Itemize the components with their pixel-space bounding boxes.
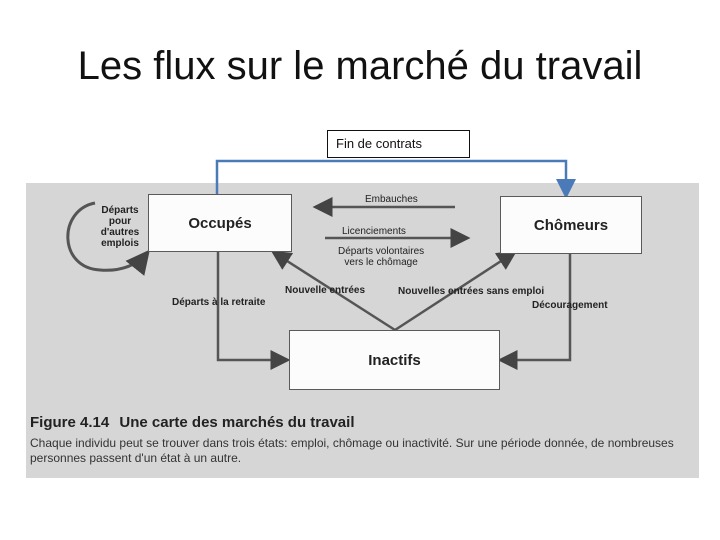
figure-caption: Chaque individu peut se trouver dans trois états: emploi, chômage ou inactivité. Sur une période donnée, de nombreuses personnes passent d'un état à un autre. (30, 436, 674, 465)
inactifs-box: Inactifs (289, 330, 500, 390)
nouvelle-entrees-label: Nouvelle entrées (285, 285, 366, 296)
occupes-box: Occupés (148, 194, 292, 252)
fin-de-contrats-callout: Fin de contrats (327, 130, 470, 158)
slide-title: Les flux sur le marché du travail (77, 44, 643, 88)
fin-contrats-connector (217, 161, 566, 195)
chomeurs-box: Chômeurs (500, 196, 642, 254)
figure-label: Figure 4.14 (30, 414, 110, 431)
departs-volontaires-label: Départs volontaires vers le chômage (338, 246, 425, 268)
decouragement-label: Découragement (532, 300, 608, 311)
retraite-label: Départs à la retraite (172, 297, 266, 308)
figure-heading (30, 414, 354, 431)
embauches-label: Embauches (365, 194, 418, 205)
nouvelles-sans-emploi-label: Nouvelles entrées sans emploi (398, 286, 545, 297)
licenciements-label: Licenciements (342, 226, 406, 237)
figure-title: Une carte des marchés du travail (119, 414, 355, 431)
departs-autres-label: Départs pour d'autres emplois (100, 205, 140, 249)
